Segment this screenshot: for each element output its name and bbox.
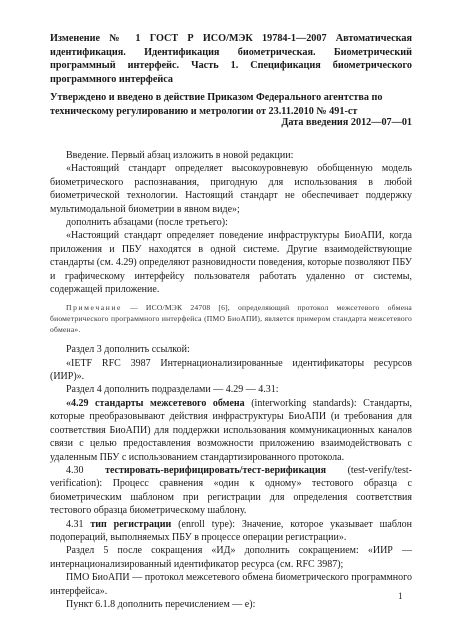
effective-date (50, 117, 412, 128)
paragraph: ПМО БиоАПИ — протокол межсетевого обмена биометрического программного интерфейса». (50, 572, 412, 597)
note-label: Примечание (66, 303, 123, 313)
date-label: Дата введения (281, 117, 349, 128)
definition-4-30 (50, 464, 412, 518)
clause-number: 4.31 (66, 518, 84, 530)
paragraph: Раздел 4 дополнить подразделами — 4.29 — 4.31: (66, 384, 279, 396)
paragraph: «IETF RFC 3987 Интернационализированные идентификаторы ресурсов (ИИР)». (50, 357, 412, 383)
paragraph: «Настоящий стандарт определяет высокоуровневую обобщенную модель биометрического распознавания, пригодную для использования в любой биометрической технологии. Настоящий стандарт не обеспечивает поддержку мультимодальной биометрии в явном виде»; (50, 163, 412, 215)
paragraph: Введение. Первый абзац изложить в новой редакции: (66, 150, 294, 161)
document-title: Изменение № 1 ГОСТ Р ИСО/МЭК 19784-1—2007 Автоматическая идентификация. Идентификация биометрическая. Биометрический программный интерфейс. Часть 1. Спецификация биометрического программного интерфейса (50, 33, 412, 85)
definition-4-29 (50, 397, 412, 464)
definition-4-31 (50, 518, 412, 545)
definition-text: (test-verify/test-verification): Процесс сравнения «один к одному» тестового образца с биометрическим шаблоном при регистрации для определения соответствия тестового образца биометрическому шаблону. (50, 464, 412, 517)
definition-text: (enroll type): Значение, которое указывает шаблон подопераций, выполняемых ПБУ в процессе операции регистрации». (50, 518, 413, 543)
paragraph: Пункт 6.1.8 дополнить перечислением — e): (66, 598, 256, 610)
paragraph: Раздел 3 дополнить ссылкой: (66, 344, 190, 356)
date-value: 2012—07—01 (350, 117, 412, 128)
paragraph: дополнить абзацами (после третьего): (66, 217, 228, 229)
note (50, 303, 412, 335)
clause-number: 4.30 (66, 464, 84, 476)
paragraph: «Настоящий стандарт определяет поведение инфраструктуры БиоАПИ, когда приложения и ПБУ находятся в одной системе. Другие взаимодействующие стандарты (см. 4.29) определяют разновидности поведения, которые позволяют ПБУ и графическому интерфейсу пользователя работать удаленно от системы, содержащей приложение. (50, 230, 412, 296)
definition-text: (interworking standards): Стандарты, которые преобразовывают действия инфраструктуры БиоАПИ (и требования для соответствия БиоАПИ) для поддержки использования коммуникационных каналов связи с целью предоставления возможности приложению взаимодействовать с удаленным ПБУ с использованием стандартизированного протокола. (50, 397, 412, 463)
term: тестировать-верифицировать/тест-верификация (105, 464, 326, 476)
note-text: — ИСО/МЭК 24708 [6], определяющий протокол межсетевого обмена биометрического программного интерфейса (ПМО БиоАПИ), является примером стандарта межсетевого обмена». (50, 303, 412, 334)
term: тип регистрации (90, 518, 172, 530)
paragraph: Раздел 5 после сокращения «ИД» дополнить сокращением: «ИИР — интернационализированный идентификатор ресурса (см. RFC 3987); (50, 545, 412, 570)
term: «4.29 стандарты межсетевого обмена (66, 397, 245, 409)
page-number: 1 (398, 591, 403, 601)
document-body (50, 149, 412, 611)
approval-statement: Утверждено и введено в действие Приказом Федерального агентства по техническому регулированию и метрологии от 23.11.2010 № 491-ст (50, 92, 383, 117)
